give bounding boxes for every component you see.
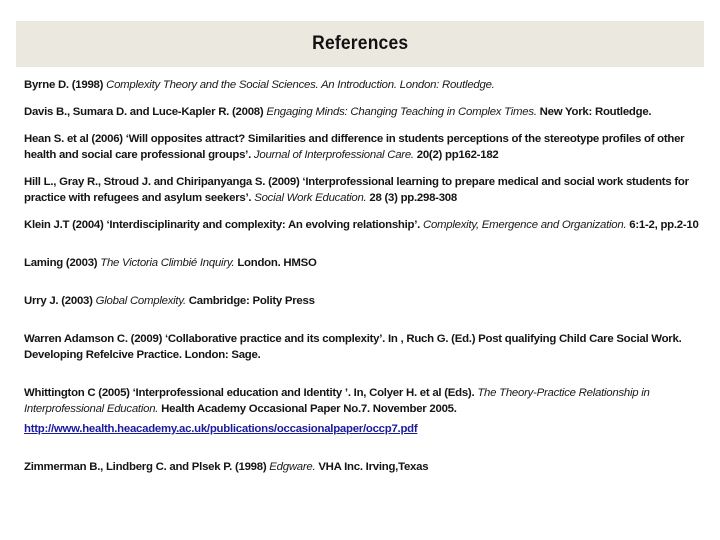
reference-davis — [24, 104, 704, 120]
reference-text: Klein J.T (2004) ‘Interdisciplinarity and complexity: An evolving relationship’. — [24, 219, 423, 231]
reference-hean — [24, 131, 704, 163]
reference-text: Cambridge: Polity Press — [185, 295, 315, 307]
reference-title-italic: The Theory-Practice Relationship in Interprofessional Education. — [24, 387, 650, 415]
reference-text: Warren Adamson C. (2009) ‘Collaborative practice and its complexity’. In , Ruch G. (Ed.) Post qualifying Child Care Social Work. Developing Refelcive Practice. London: Sage. — [24, 333, 682, 361]
reference-text: New York: Routledge. — [536, 106, 652, 118]
reference-text: Laming (2003) — [24, 257, 101, 269]
reference-text: Health Academy Occasional Paper No.7. November 2005. — [158, 403, 457, 415]
reference-text: London. HMSO — [234, 257, 317, 269]
reference-text: 20(2) pp162-182 — [413, 149, 499, 161]
reference-title-italic: Complexity Theory and the Social Sciences. An Introduction. London: Routledge. — [106, 79, 495, 91]
reference-text: Whittington C (2005) ‘Interprofessional education and Identity ’. In, Colyer H. et al (Eds). — [24, 387, 478, 399]
reference-journal-italic: Journal of Interprofessional Care. — [253, 149, 414, 161]
reference-laming — [24, 255, 704, 271]
reference-whittington — [24, 385, 704, 417]
reference-urry — [24, 293, 704, 309]
reference-text: VHA Inc. Irving,Texas — [315, 461, 429, 473]
reference-url-link[interactable]: http://www.health.heacademy.ac.uk/publications/occasionalpaper/occp7.pdf — [24, 423, 418, 435]
reference-text: Davis B., Sumara D. and Luce-Kapler R. (2008) — [24, 106, 267, 118]
reference-journal-italic: Social Work Education. — [254, 192, 367, 204]
reference-title-italic: Global Complexity. — [95, 295, 186, 307]
header-band — [16, 21, 704, 67]
reference-text: 6:1-2, pp.2-10 — [626, 219, 699, 231]
reference-text: Hean S. et al (2006) ‘Will opposites attract? Similarities and difference in students perceptions of the stereotype profiles of other health and social care professional groups’. — [24, 133, 685, 161]
reference-byrne — [24, 77, 704, 93]
reference-list — [24, 77, 704, 475]
reference-hill — [24, 174, 704, 206]
reference-journal-italic: Complexity, Emergence and Organization. — [422, 219, 627, 231]
reference-klein — [24, 217, 704, 233]
reference-title-italic: Edgware. — [269, 461, 316, 473]
reference-zimmerman — [24, 459, 704, 475]
reference-warren — [24, 331, 704, 363]
reference-text: Byrne D. (1998) — [24, 79, 107, 91]
reference-text: Urry J. (2003) — [24, 295, 96, 307]
reference-title-italic: The Victoria Climbié Inquiry. — [100, 257, 235, 269]
reference-text: Zimmerman B., Lindberg C. and Plsek P. (1998) — [24, 461, 270, 473]
reference-text: Hill L., Gray R., Stroud J. and Chiripanyanga S. (2009) ‘Interprofessional learning to prepare medical and social work students for practice with refugees and asylum seekers’. — [24, 176, 689, 204]
reference-whittington-link-line — [24, 421, 704, 437]
reference-title-italic: Engaging Minds: Changing Teaching in Complex Times. — [266, 106, 537, 118]
page-title: References — [311, 33, 409, 54]
reference-text: 28 (3) pp.298-308 — [366, 192, 457, 204]
